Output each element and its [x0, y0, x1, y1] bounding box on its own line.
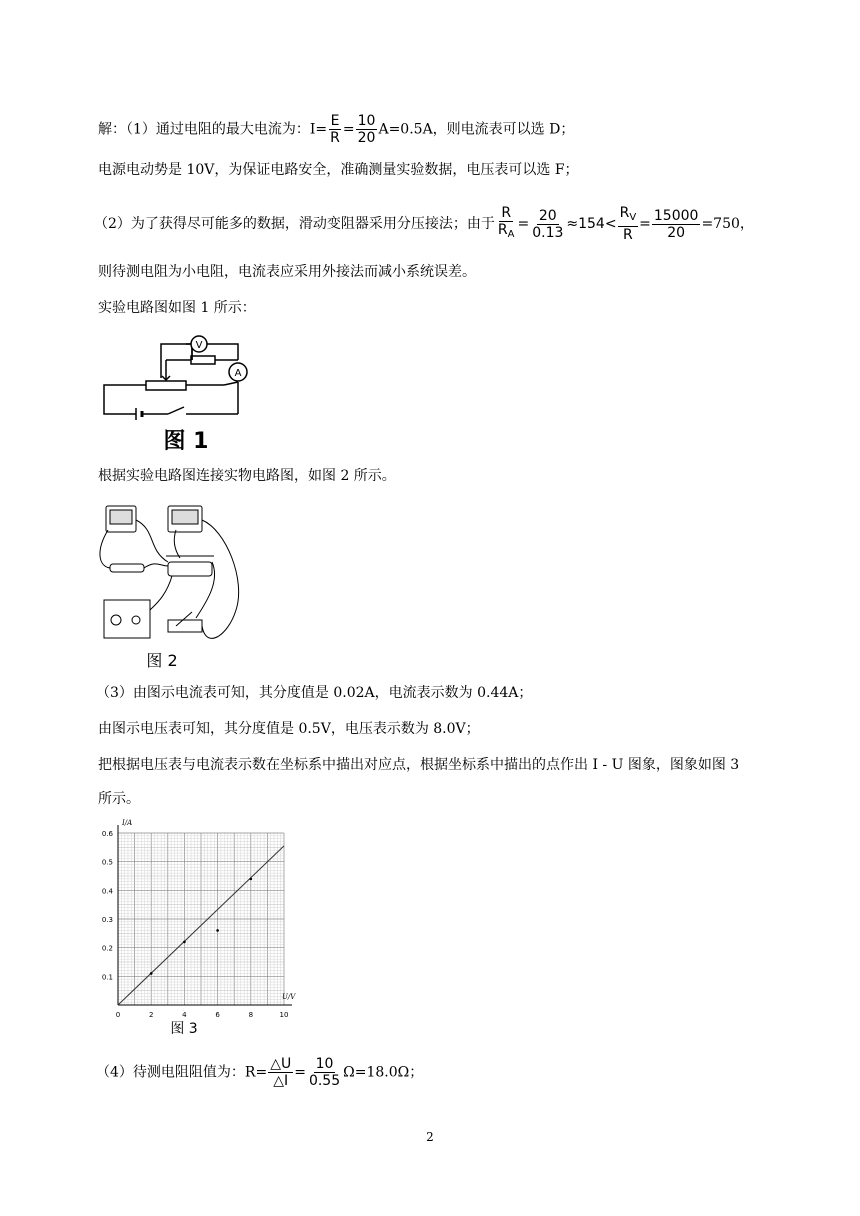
data-point	[250, 878, 253, 881]
figure-3-iu-graph	[96, 815, 312, 1041]
fraction-e-over-r: $\frac{E}{R}$	[330, 113, 340, 146]
figure-2-physical-circuit	[96, 500, 246, 672]
answer-line-1: 解：（1）通过电阻的最大电流为：I= $\frac{E}{R}$ = $\frac{10}{20}$ A=0.5A，则电流表可以选 D；	[98, 113, 575, 146]
data-point	[216, 929, 219, 932]
figure-1-label: 图 1	[163, 429, 209, 454]
fraction-10-over-20: $\frac{10}{20}$	[357, 113, 376, 146]
y-tick-label: 0.2	[101, 944, 113, 953]
y-tick-label: 0.3	[101, 916, 113, 924]
answer-line-9: 把根据电压表与电流表示数在坐标系中描出对应点，根据坐标系中描出的点作出 I - U 图象，图象如图 3	[98, 757, 740, 773]
x-tick-label: 0	[115, 1011, 121, 1019]
answer-line-10: 所示。	[98, 791, 140, 807]
fraction-r-over-ra: $\frac{R}{R_A}$	[497, 205, 515, 240]
answer-line-5: 实验电路图如图 1 所示：	[98, 300, 256, 316]
page-number: 2	[426, 1130, 434, 1144]
y-tick-label: 0.4	[101, 887, 113, 896]
answer-line-11: （4）待测电阻阻值为：R= $\frac{\triangle U}{\triangle I}$ = $\frac{10}{0.55}$ Ω=18.0Ω；	[96, 1056, 424, 1089]
y-axis-label: I/A	[122, 819, 133, 827]
figure-1-circuit	[96, 330, 256, 455]
y-tick-label: 0.1	[101, 973, 113, 982]
fraction-rv-over-r: $\frac{R_V}{R}$	[619, 205, 637, 243]
data-point	[183, 941, 186, 944]
answer-line-6: 根据实验电路图连接实物电路图，如图 2 所示。	[98, 468, 396, 484]
data-point	[150, 972, 153, 975]
iu-chart	[96, 815, 312, 1041]
x-axis-label: U/V	[282, 993, 296, 1001]
circuit-diagram	[96, 330, 256, 455]
answer-line-4: 则待测电阻为小电阻，电流表应采用外接法而减小系统误差。	[98, 264, 476, 280]
line1-suffix: A=0.5A，则电流表可以选 D；	[378, 121, 575, 138]
fraction-20-over-013: $\frac{20}{0.13}$	[532, 207, 564, 241]
x-tick-label: 2	[148, 1011, 154, 1019]
x-tick-label: 4	[182, 1011, 187, 1019]
answer-line-3: （2）为了获得尽可能多的数据，滑动变阻器采用分压接法；由于 $\frac{R}{R_A}$ = $\frac{20}{0.13}$ ≈154< $\frac{R_V}{R}$ = $\frac{15000}{20}$ =750，	[94, 205, 754, 243]
fraction-du-over-di: $\frac{\triangle U}{\triangle I}$	[270, 1056, 292, 1089]
answer-line-7: （3）由图示电流表可知，其分度值是 0.02A，电流表示数为 0.44A；	[96, 685, 533, 701]
line1-prefix: 解：（1）通过电阻的最大电流为：I=	[98, 121, 328, 138]
fraction-10-over-055: $\frac{10}{0.55}$	[308, 1056, 341, 1089]
figure-2-label: 图 2	[146, 651, 178, 670]
voltmeter-symbol: V	[195, 340, 203, 351]
y-tick-label: 0.5	[101, 858, 113, 867]
y-tick-label: 0.6	[101, 830, 113, 838]
x-tick-label: 8	[248, 1011, 254, 1019]
ammeter-symbol: A	[234, 368, 242, 379]
answer-line-2: 电源电动势是 10V，为保证电路安全，准确测量实验数据，电压表可以选 F；	[98, 162, 579, 178]
figure-3-label: 图 3	[170, 1021, 198, 1037]
x-tick-label: 6	[215, 1011, 220, 1019]
answer-line-8: 由图示电压表可知，其分度值是 0.5V，电压表示数为 8.0V；	[98, 721, 480, 737]
fraction-15000-over-20: $\frac{15000}{20}$	[653, 207, 699, 241]
x-tick-label: 10	[279, 1011, 289, 1019]
